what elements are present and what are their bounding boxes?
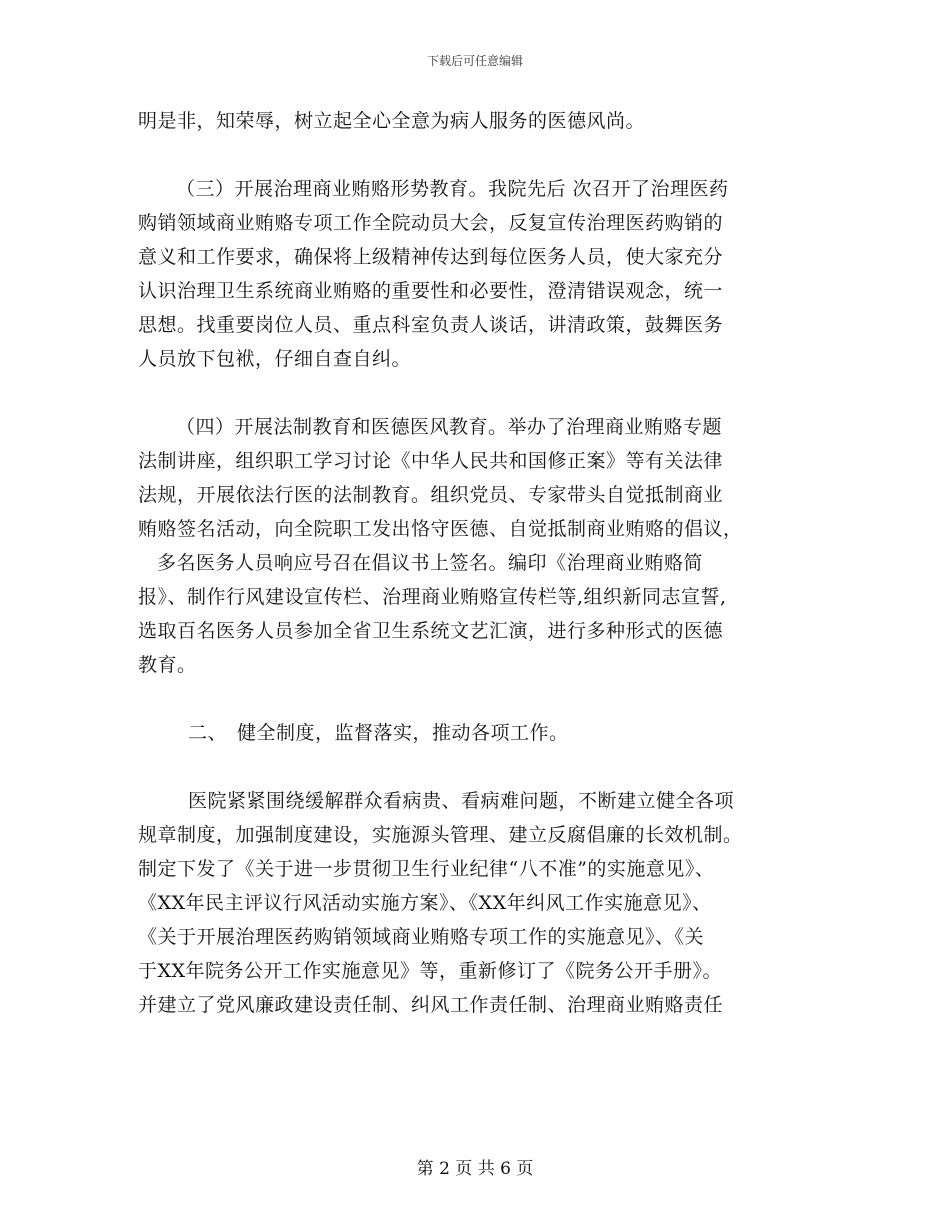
paragraph-line: 于XX年院务公开工作实施意见》等，重新修订了《院务公开手册》。 — [138, 960, 723, 982]
paragraph-line: 法规，开展依法行医的法制教育。组织党员、专家带头自觉抵制商业 — [138, 484, 724, 506]
paragraph-line: 贿赂签名活动，向全院职工发出恪守医德、自觉抵制商业贿赂的倡议， — [138, 518, 743, 540]
paragraph-line: 教育。 — [138, 654, 197, 676]
section-heading: 二、 健全制度，监督落实，推动各项工作。 — [188, 722, 569, 744]
document-body — [138, 104, 818, 1022]
paragraph-line: 法制讲座，组织职工学习讨论《中华人民共和国修正案》等有关法律 — [138, 450, 724, 472]
paragraph-line: 明是非，知荣辱，树立起全心全意为病人服务的医德风尚。 — [138, 110, 646, 132]
paragraph-gap — [138, 750, 818, 784]
paragraph-line: 《XX年民主评议行风活动实施方案》、《XX年纠风工作实施意见》、 — [138, 892, 712, 914]
paragraph-line: 报》、制作行风建设宣传栏、治理商业贿赂宣传栏等,组织新同志宣誓, — [138, 586, 727, 608]
paragraph-line: 医院紧紧围绕缓解群众看病贵、看病难问题，不断建立健全各项 — [188, 790, 735, 812]
paragraph-line: 多名医务人员响应号召在倡议书上签名。编印《治理商业贿赂简 — [157, 552, 704, 574]
paragraph-line: （四）开展法制教育和医德医风教育。举办了治理商业贿赂专题 — [176, 416, 723, 438]
paragraph-line: 制定下发了《关于进一步贯彻卫生行业纪律“八不准”的实施意见》、 — [138, 858, 715, 880]
paragraph-line: 《关于开展治理医药购销领域商业贿赂专项工作的实施意见》、《关 — [138, 926, 705, 948]
paragraph-line: 选取百名医务人员参加全省卫生系统文艺汇演，进行多种形式的医德 — [138, 620, 724, 642]
paragraph-line: 意义和工作要求，确保将上级精神传达到每位医务人员，使大家充分 — [138, 246, 724, 268]
paragraph-line: （三）开展治理商业贿赂形势教育。我院先后 次召开了治理医药 — [176, 178, 729, 200]
paragraph-line: 人员放下包袱，仔细自查自纠。 — [138, 348, 412, 370]
paragraph-line: 购销领域商业贿赂专项工作全院动员大会，反复宣传治理医药购销的 — [138, 212, 724, 234]
paragraph-gap — [138, 376, 818, 410]
paragraph-line: 并建立了党风廉政建设责任制、纠风工作责任制、治理商业贿赂责任 — [138, 994, 724, 1016]
paragraph-line: 认识治理卫生系统商业贿赂的重要性和必要性，澄清错误观念，统一 — [138, 280, 724, 302]
paragraph-gap — [138, 682, 818, 716]
paragraph-gap — [138, 138, 818, 172]
page-header: 下载后可任意编辑 — [426, 54, 523, 68]
page-footer: 第 2 页 共 6 页 — [416, 1159, 534, 1179]
paragraph-line: 规章制度，加强制度建设，实施源头管理、建立反腐倡廉的长效机制。 — [138, 824, 743, 846]
paragraph-line: 思想。找重要岗位人员、重点科室负责人谈话，讲清政策，鼓舞医务 — [138, 314, 724, 336]
